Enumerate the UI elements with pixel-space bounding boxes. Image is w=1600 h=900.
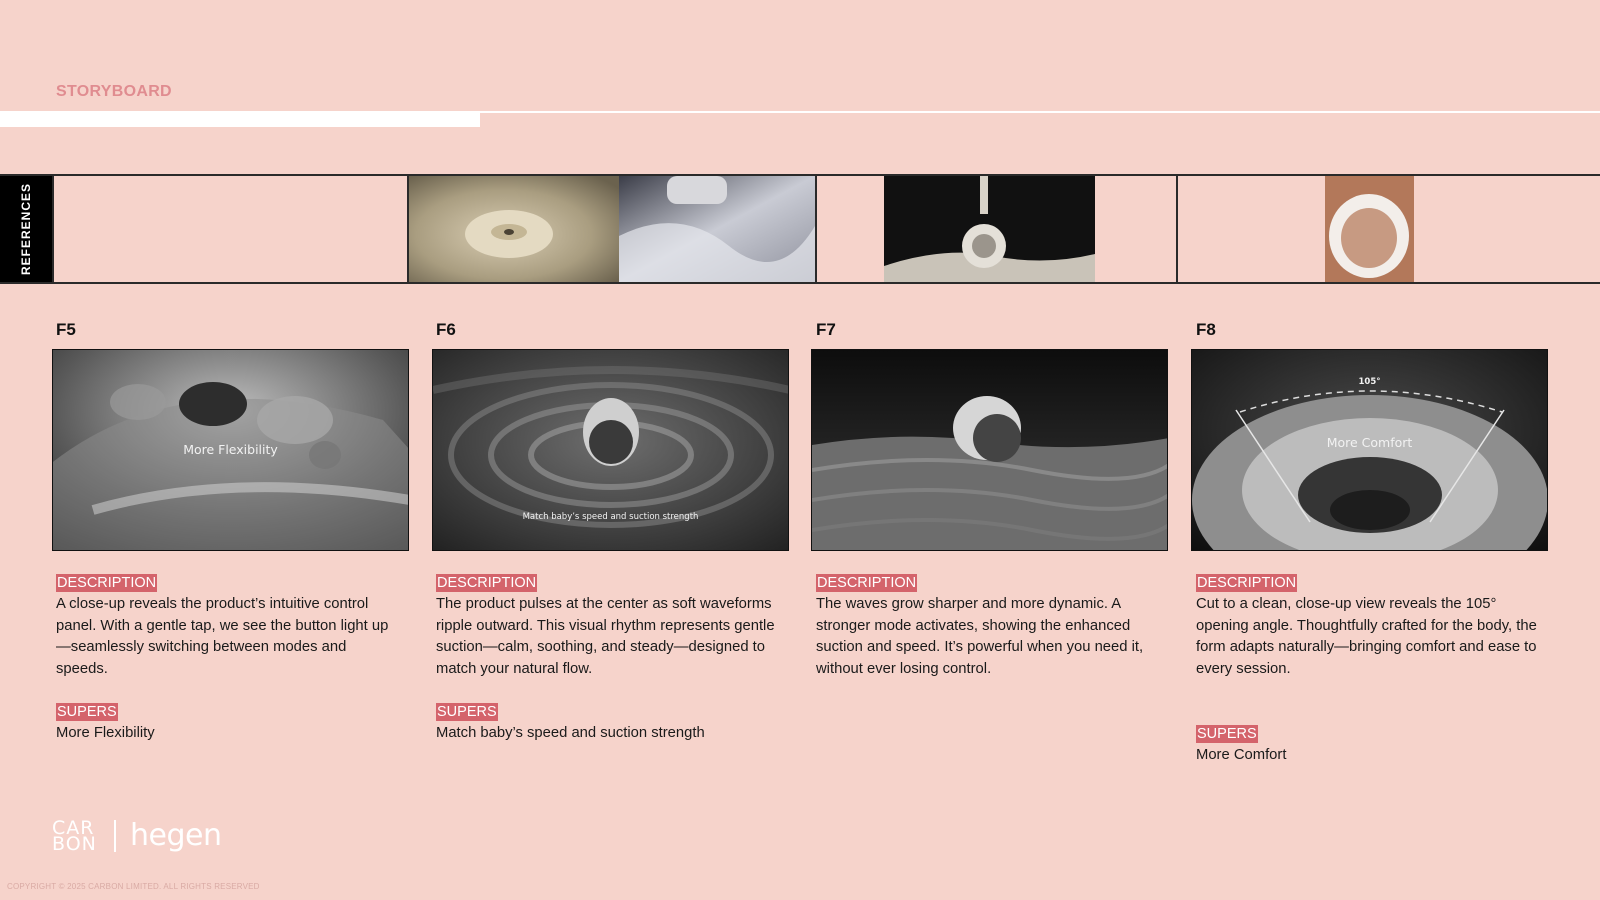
description-text-f5: A close-up reveals the product’s intuitive control panel. With a gentle tap, we see the button light up—seamlessly switching between modes and speeds. [56, 596, 389, 677]
references-strip [0, 174, 1600, 284]
description-text-f6: The product pulses at the center as soft waveforms ripple outward. This visual rhythm represents gentle suction—calm, soothing, and steady—designed to match your natural flow. [436, 596, 775, 677]
reference-image-sand [409, 176, 619, 282]
reference-divider [52, 176, 54, 282]
supers-tag-f6: SUPERS [437, 704, 497, 720]
reference-divider [1176, 176, 1178, 282]
angle-label: 105° [1358, 377, 1381, 387]
description-text-f8: Cut to a clean, close-up view reveals the 105° opening angle. Thoughtfully crafted for the body, the form adapts naturally—bringing comfort and ease to every session. [1196, 596, 1537, 677]
frame-overlay-text-f8: More Comfort [1326, 435, 1413, 450]
frame-image-f8 [1191, 349, 1548, 551]
supers-text-f5: More Flexibility [56, 725, 155, 741]
logo-separator [114, 820, 116, 852]
frame-image-f7 [811, 349, 1168, 551]
references-label: REFERENCES [19, 182, 34, 276]
reference-divider [815, 176, 817, 282]
frame-image-f6 [432, 349, 789, 551]
frame-overlay-text-f5: More Flexibility [183, 442, 278, 457]
references-label-box [0, 176, 52, 282]
description-tag-f7: DESCRIPTION [817, 575, 917, 591]
description-text-f7: The waves grow sharper and more dynamic. A stronger mode activates, showing the enhanced suction and speed. It’s powerful when you need it, without ever losing control. [816, 596, 1144, 677]
frame-label-f7: F7 [816, 320, 836, 339]
frame-label-f8: F8 [1196, 320, 1216, 339]
copyright-text: COPYRIGHT © 2025 CARBON LIMITED. ALL RIGHTS RESERVED [7, 882, 260, 891]
frame-label-f5: F5 [56, 320, 76, 339]
page-title: STORYBOARD [56, 83, 172, 100]
reference-image-device-on-fur [884, 176, 1095, 282]
description-tag-f8: DESCRIPTION [1197, 575, 1297, 591]
supers-text-f8: More Comfort [1196, 747, 1287, 763]
footer-logo [52, 818, 221, 853]
reference-image-ring [1325, 176, 1414, 282]
hegen-logo: hegen [130, 818, 222, 853]
description-tag-f5: DESCRIPTION [57, 575, 157, 591]
supers-tag-f5: SUPERS [57, 704, 117, 720]
supers-text-f6: Match baby’s speed and suction strength [436, 725, 705, 741]
frame-label-f6: F6 [436, 320, 456, 339]
supers-tag-f8: SUPERS [1197, 726, 1257, 742]
description-tag-f6: DESCRIPTION [437, 575, 537, 591]
header-progress-bar [0, 113, 480, 127]
frame-image-f5 [52, 349, 409, 551]
frame-overlay-text-f6: Match baby’s speed and suction strength [522, 512, 699, 522]
reference-image-device-fabric [619, 176, 815, 282]
carbon-logo: CAR BON [52, 816, 97, 855]
